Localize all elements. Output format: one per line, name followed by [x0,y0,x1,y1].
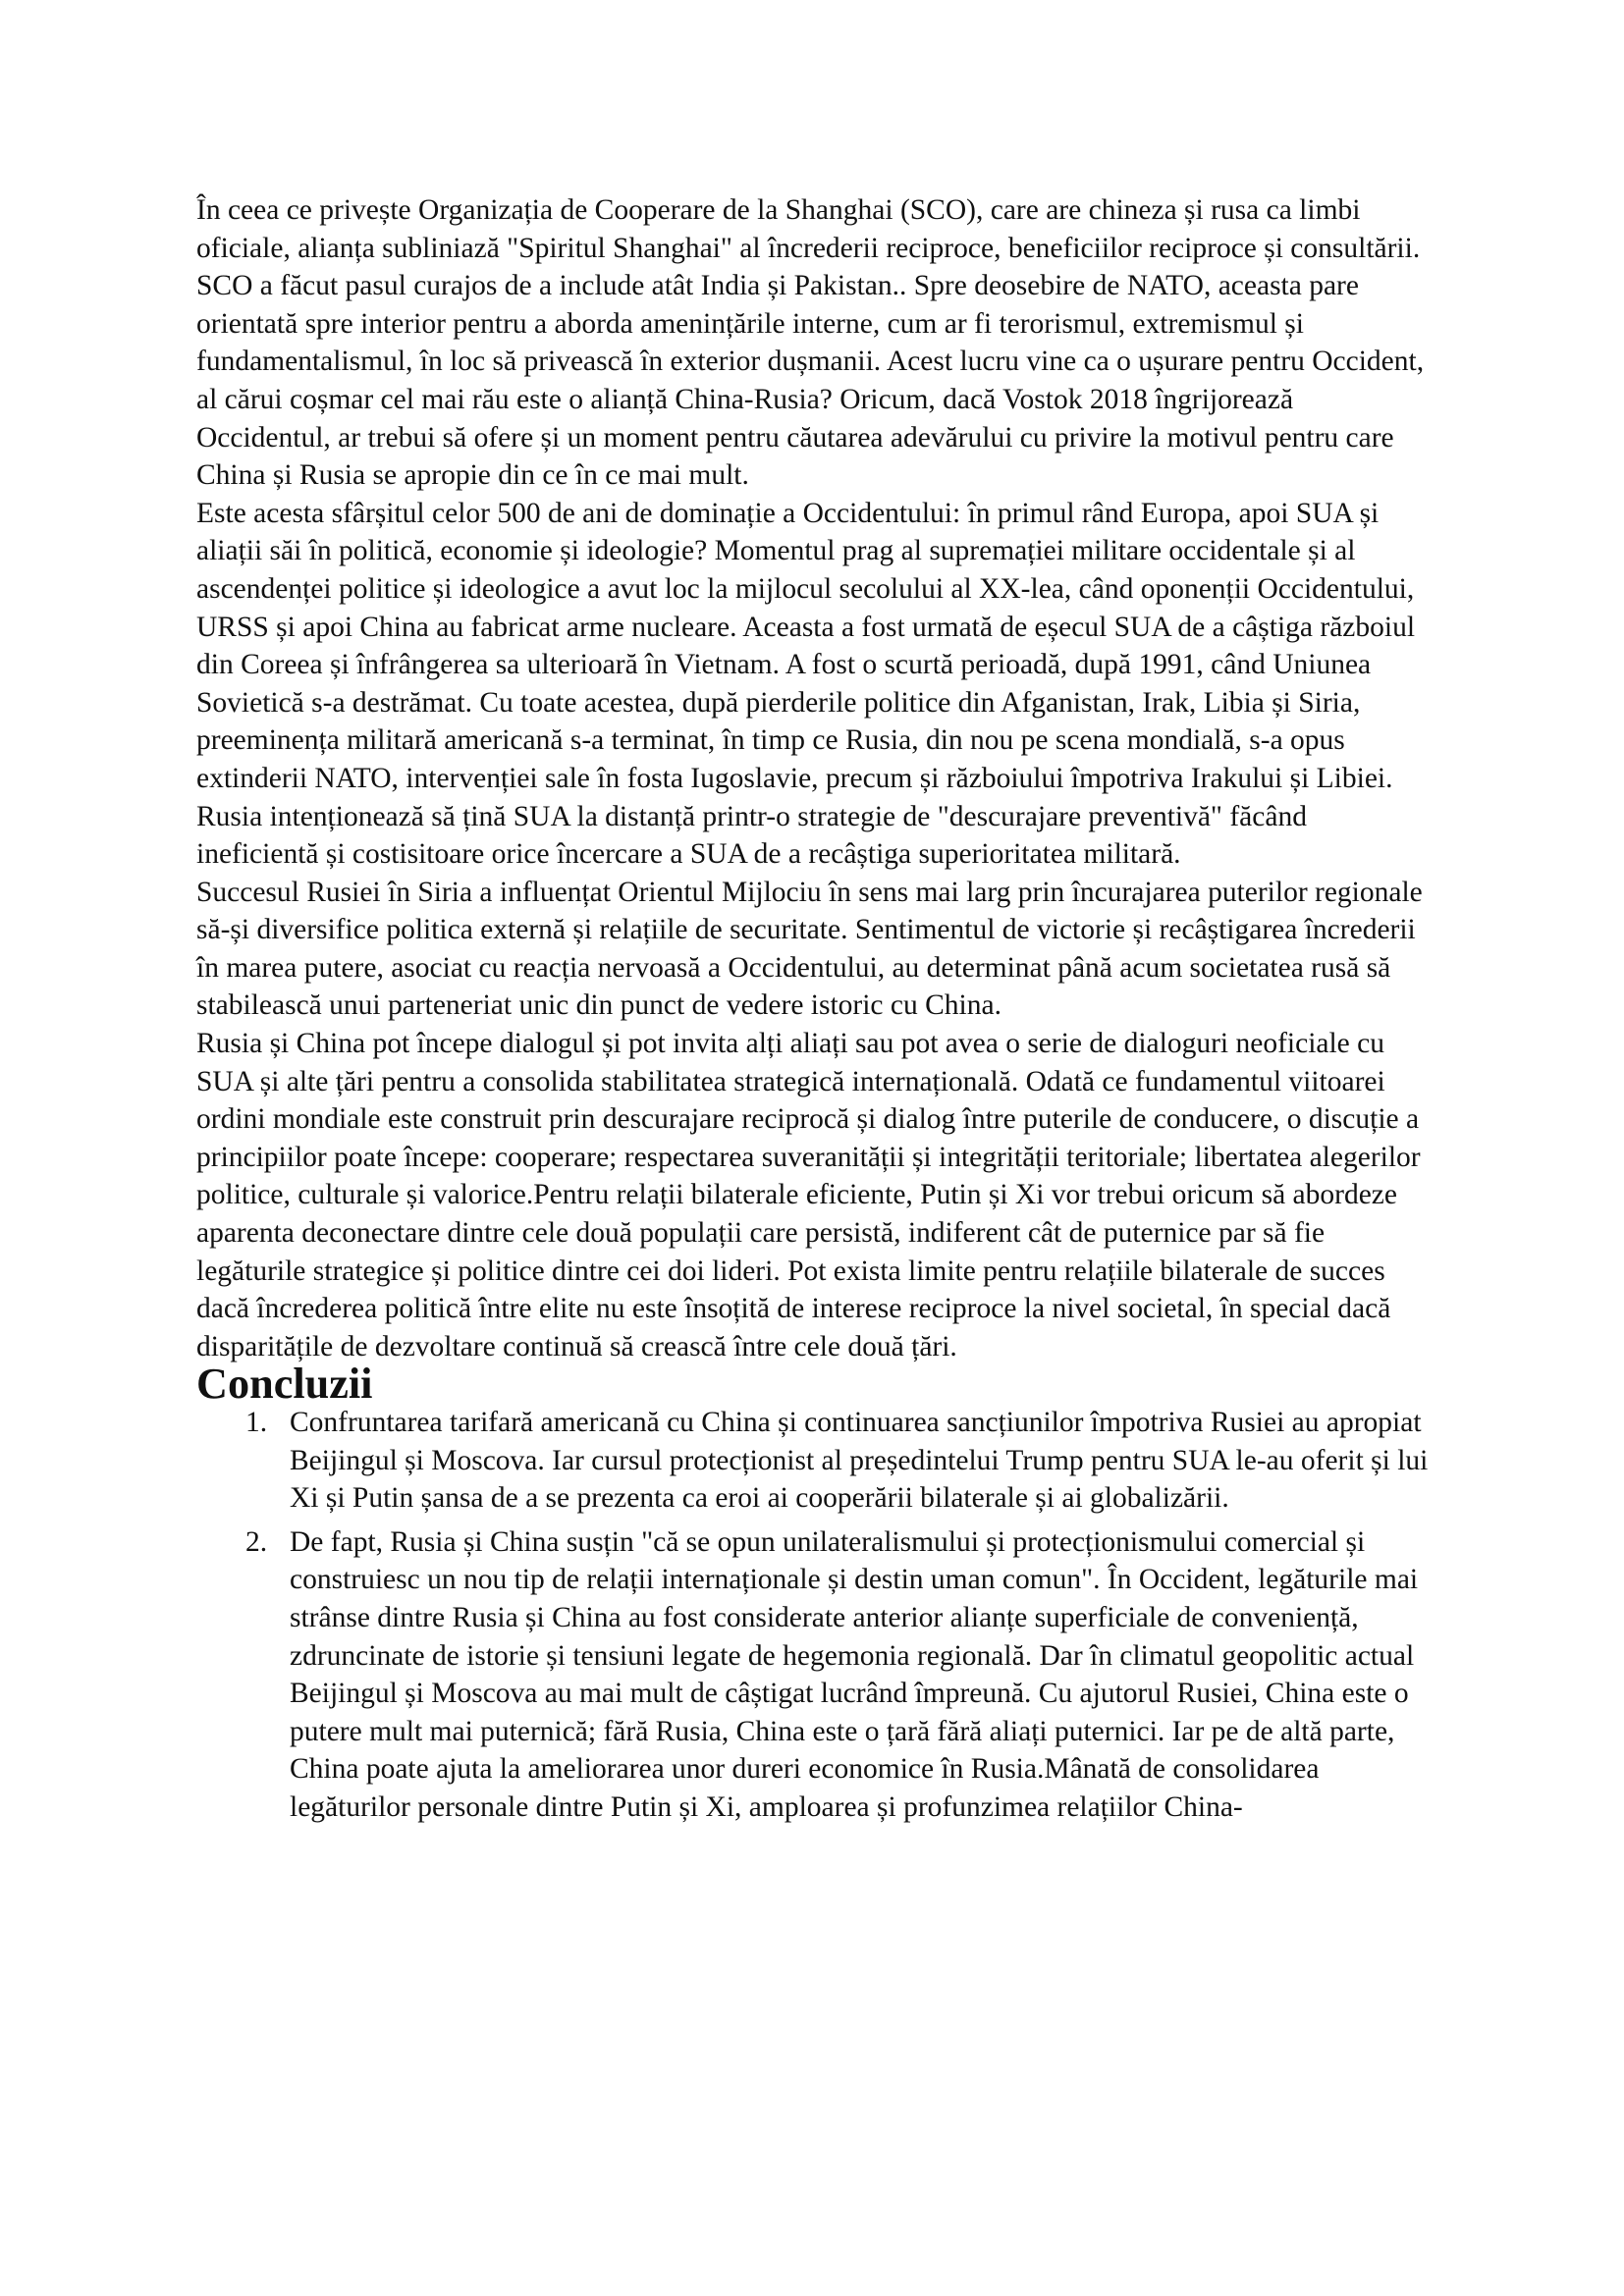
paragraph-western-dominance: Este acesta sfârșitul celor 500 de ani de dominație a Occidentului: în primul rând Europa, apoi SUA și aliații săi în politică, economie și ideologie? Momentul prag al supremației militare occidentale și al ascendenței politice și ideologice a avut loc la mijlocul secolului al XX-lea, când oponenții Occidentului, URSS și apoi China au fabricat arme nucleare. Aceasta a fost urmată de eșecul SUA de a câștiga războiul din Coreea și înfrângerea sa ulterioară în Vietnam. A fost o scurtă perioadă, după 1991, când Uniunea Sovietică s-a destrămat. Cu toate acestea, după pierderile politice din Afganistan, Irak, Libia și Siria, preeminența militară americană s-a terminat, în timp ce Rusia, din nou pe scena mondială, s-a opus extinderii NATO, intervenției sale în fosta Iugoslavie, precum și războiului împotriva Irakului și Libiei. Rusia intenționează să țină SUA la distanță printr-o strategie de "descurajare preventivă" făcând ineficientă și costisitoare orice încercare a SUA de a recâștiga superioritatea militară. [196,497,1416,871]
list-item-number: 1. [245,1407,268,1438]
paragraph-russia-china-dialogue: Rusia și China pot începe dialogul și pot invita alți aliați sau pot avea o serie de dialoguri neoficiale cu SUA și alte țări pentru a consolida stabilitatea strategică internațională. Odată ce fundamentul viitoarei ordini mondiale este construit prin descurajare reciprocă și dialog între puterile de conducere, o discuție a principiilor poate începe: cooperare; respectarea suveranității și integrității teritoriale; libertatea alegerilor politice, culturale și valorice.Pentru relații bilaterale eficiente, Putin și Xi vor trebui oricum să abordeze aparenta deconectare dintre cele două populații care persistă, indiferent cât de puternice par să fie legăturile strategice și politice dintre cei doi lideri. Pot exista limite pentru relațiile bilaterale de succes dacă încrederea politică între elite nu este însoțită de interese reciproce la nivel societal, în special dacă disparitățile de dezvoltare continuă să crească între cele două țări. [196,1028,1421,1362]
conclusions-list [196,1404,1429,1827]
list-item [196,1404,1429,1518]
conclusions-heading: Concluzii [196,1360,373,1409]
paragraph-sco: În ceea ce privește Organizația de Cooperare de la Shanghai (SCO), care are chineza și rusa ca limbi oficiale, alianța subliniază "Spiritul Shanghai" al încrederii reciproce, beneficiilor reciproce și consultării. SCO a făcut pasul curajos de a include atât India și Pakistan.. Spre deosebire de NATO, aceasta pare orientată spre interior pentru a aborda amenințările interne, cum ar fi terorismul, extremismul și fundamentalismul, în loc să privească în exterior dușmanii. Acest lucru vine ca o ușurare pentru Occident, al cărui coșmar cel mai rău este o alianță China-Rusia? Oricum, dacă Vostok 2018 îngrijorează Occidentul, ar trebui să ofere și un moment pentru căutarea adevărului cu privire la motivul pentru care China și Rusia se apropie din ce în ce mai mult. [196,194,1425,492]
list-item-text: Confruntarea tarifară americană cu China și continuarea sancțiunilor împotriva Rusiei au apropiat Beijingul și Moscova. Iar cursul protecționist al președintelui Trump pentru SUA le-au oferit și lui Xi și Putin șansa de a se prezenta ca eroi ai cooperării bilaterale și ai globalizării. [290,1407,1429,1515]
list-item-text: De fapt, Rusia și China susțin "că se opun unilateralismului și protecționismului comercial și construiesc un nou tip de relații internaționale și destin uman comun". În Occident, legăturile mai strânse dintre Rusia și China au fost considerate anterior alianțe superficiale de conveniență, zdruncinate de istorie și tensiuni legate de hegemonia regională. Dar în climatul geopolitic actual Beijingul și Moscova au mai mult de câștigat lucrând împreună. Cu ajutorul Rusiei, China este o putere mult mai puternică; fără Rusia, China este o țară fără aliați puternici. Iar pe de altă parte, China poate ajuta la ameliorarea unor dureri economice în Rusia.Mânată de consolidarea legăturilor personale dintre Putin și Xi, amploarea și profunzimea relațiilor China- [290,1525,1419,1823]
list-item-number: 2. [245,1525,268,1558]
document-body [196,191,1429,1833]
list-item [196,1523,1429,1827]
paragraph-russia-syria: Succesul Rusiei în Siria a influențat Orientul Mijlociu în sens mai larg prin încurajarea puterilor regionale să-și diversifice politica externă și relațiile de securitate. Sentimentul de victorie și recâștigarea încrederii în marea putere, asociat cu reacția nervoasă a Occidentului, au determinat până acum societatea rusă să stabilească unui parteneriat unic din punct de vedere istoric cu China. [196,876,1423,1022]
